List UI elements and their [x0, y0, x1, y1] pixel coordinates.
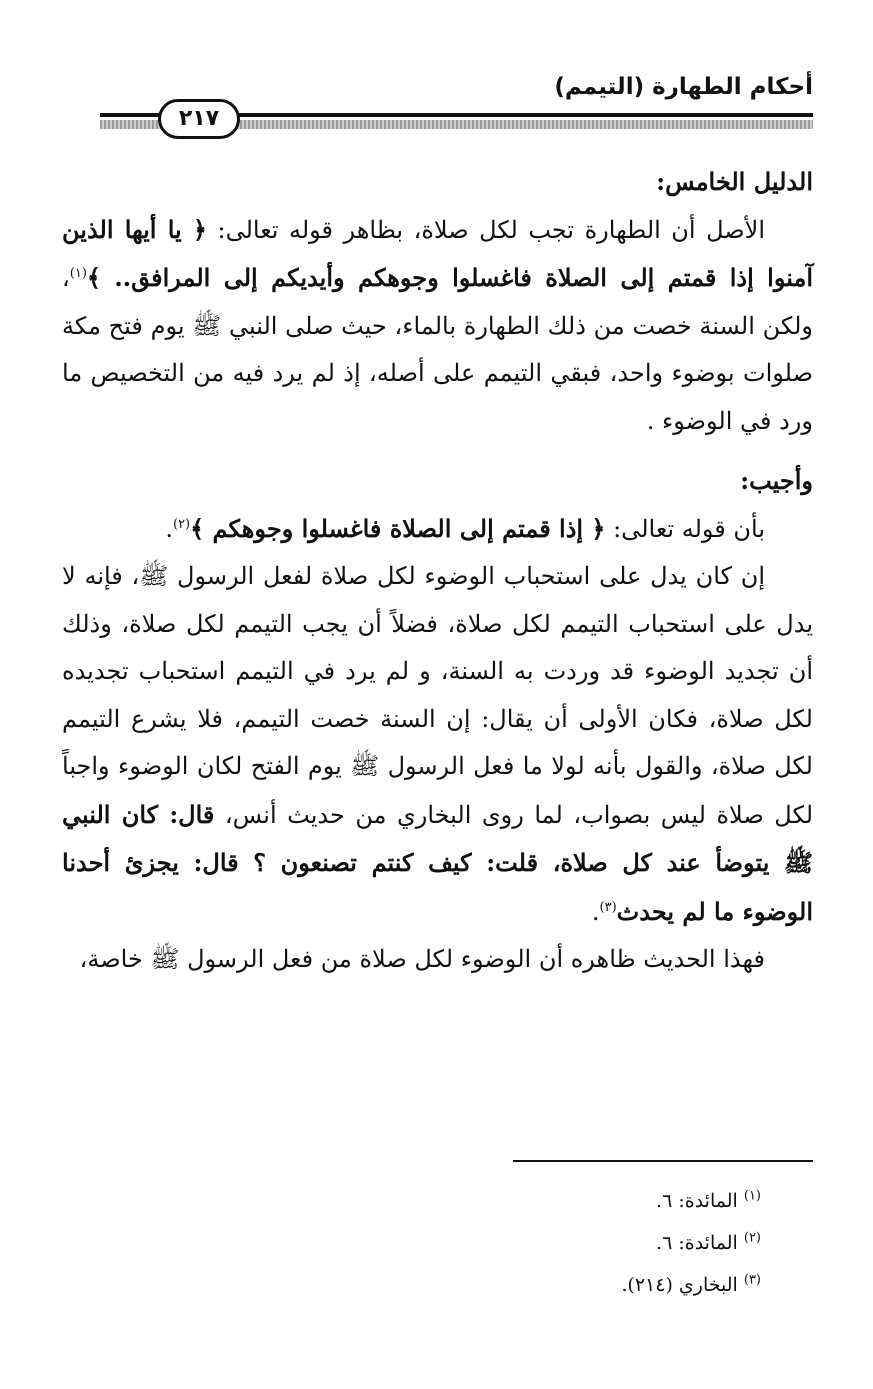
footnotes	[261, 1180, 761, 1306]
paragraph	[62, 206, 813, 446]
paragraph: فهذا الحديث ظاهره أن الوضوء لكل صلاة من فعل الرسول ﷺ خاصة،	[79, 945, 765, 973]
text-run: .	[165, 514, 173, 543]
footnote-ref: (٢)	[172, 516, 191, 532]
main-text	[62, 158, 813, 984]
text-run: بأن قوله تعالى:	[605, 514, 765, 543]
text-run: إن كان يدل على استحباب الوضوء لكل صلاة لفعل الرسول ﷺ، فإنه لا يدل على استحباب التيمم لكل صلاة، فضلاً أن يجب التيمم لكل صلاة، وذلك أن تجديد الوضوء قد وردت به السنة، و لم يرد في التيمم استحباب تجديده لكل صلاة، فكان الأولى أن يقال: إن السنة خصت التيمم، فلا يشرع التيمم لكل صلاة، والقول بأنه لولا ما فعل الرسول ﷺ يوم الفتح لكان الوضوء واجباً لكل صلاة ليس بصواب، لما روى البخاري من حديث أنس،	[62, 562, 814, 829]
footnote-text: البخاري (٢١٤).	[621, 1274, 738, 1296]
text-run: ، ولكن السنة خصت من ذلك الطهارة بالماء، حيث صلى النبي ﷺ يوم فتح مكة صلوات بوضوء واحد، فبقي التيمم على أصله، إذ لم يرد فيه من التخصيص ما ورد في الوضوء .	[62, 264, 813, 435]
footnote-ref: (١)	[69, 266, 87, 281]
paragraph	[62, 553, 813, 936]
running-header-title: أحكام الطهارة (التيمم)	[554, 74, 813, 100]
quran-quote: ﴿ يا أيها الذين آمنوا إذا قمتم إلى الصلاة فاغسلوا وجوهكم وأيديكم إلى المرافق.. ﴾	[62, 214, 813, 292]
section-heading: الدليل الخامس:	[656, 167, 813, 196]
footnote-number: (٢)	[743, 1230, 761, 1246]
footnote-separator	[513, 1160, 813, 1162]
text-run: الأصل أن الطهارة تجب لكل صلاة، بظاهر قوله تعالى:	[206, 215, 765, 244]
footnote	[261, 1264, 761, 1306]
footnote-ref: (٣)	[599, 899, 617, 915]
section-heading: وأجيب:	[740, 466, 813, 495]
footnote	[261, 1222, 761, 1264]
page-number: ٢١٧	[158, 99, 240, 139]
footnote	[261, 1180, 761, 1222]
quran-quote: ﴿ إذا قمتم إلى الصلاة فاغسلوا وجوهكم ﴾	[190, 513, 606, 543]
footnote-text: المائدة: ٦.	[656, 1190, 738, 1212]
footnote-text: المائدة: ٦.	[656, 1232, 738, 1254]
footnote-number: (١)	[743, 1188, 761, 1204]
paragraph	[62, 505, 813, 554]
text-run: .	[591, 897, 600, 926]
hadith-quote: قال: كان النبي ﷺ يتوضأ عند كل صلاة، قلت: كيف كنتم تصنعون ؟ قال: يجزئ أحدنا الوضوء ما لم يحدث	[62, 799, 813, 926]
footnote-number: (٣)	[743, 1272, 761, 1288]
